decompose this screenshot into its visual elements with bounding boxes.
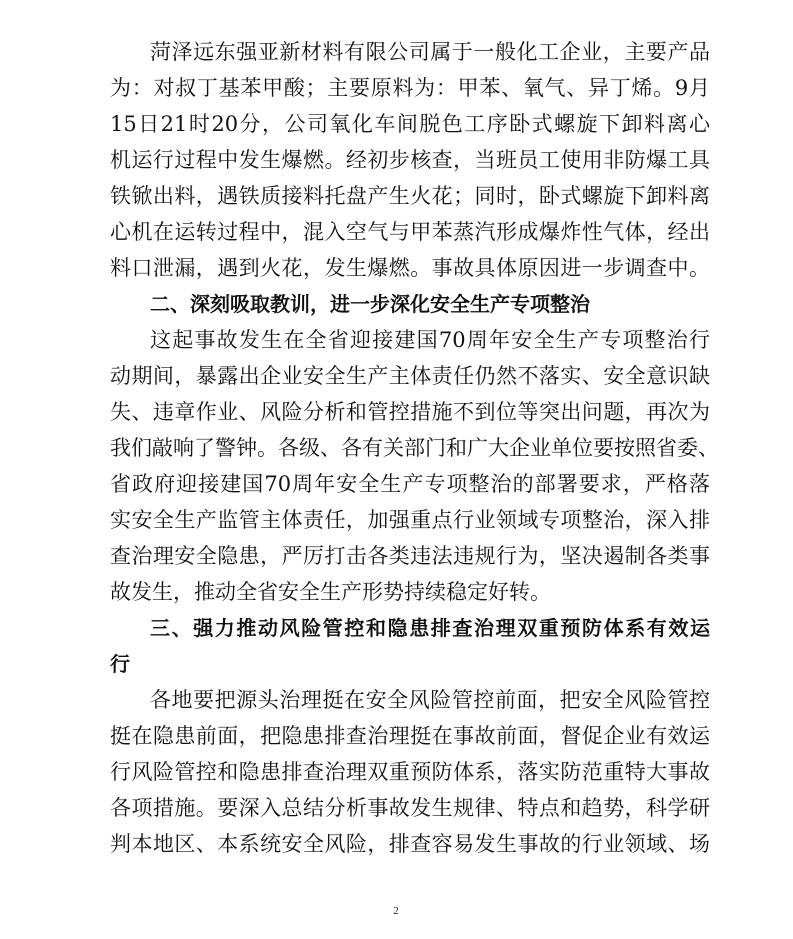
- paragraph-2-line-7: 查治理安全隐患，严厉打击各类违法违规行为，坚决遏制各类事: [110, 544, 710, 568]
- paragraph-1-line-6: 心机在运转过程中，混入空气与甲苯蒸汽形成爆炸性气体，经出: [110, 220, 710, 244]
- section-heading-2: 二、深刻吸取教训，进一步深化安全生产专项整治: [150, 292, 590, 316]
- section-heading-3-line-1: 三、强力推动风险管控和隐患排查治理双重预防体系有效运: [150, 616, 710, 640]
- paragraph-1-line-3: 15日21时20分，公司氧化车间脱色工序卧式螺旋下卸料离心: [110, 112, 710, 136]
- paragraph-3-line-3: 行风险管控和隐患排查治理双重预防体系，落实防范重特大事故: [110, 760, 710, 784]
- paragraph-3-line-1: 各地要把源头治理挺在安全风险管控前面，把安全风险管控: [150, 688, 710, 712]
- paragraph-2-line-1: 这起事故发生在全省迎接建国70周年安全生产专项整治行: [150, 328, 710, 352]
- paragraph-3-line-2: 挺在隐患前面，把隐患排查治理挺在事故前面，督促企业有效运: [110, 724, 710, 748]
- paragraph-3-line-5: 判本地区、本系统安全风险，排查容易发生事故的行业领域、场: [110, 832, 710, 856]
- paragraph-1-line-5: 铁锨出料，遇铁质接料托盘产生火花；同时，卧式螺旋下卸料离: [110, 184, 710, 208]
- paragraph-2-line-4: 我们敲响了警钟。各级、各有关部门和广大企业单位要按照省委、: [110, 436, 719, 460]
- paragraph-1-line-2: 为：对叔丁基苯甲酸；主要原料为：甲苯、氧气、异丁烯。9月: [110, 76, 710, 100]
- paragraph-1-line-1: 菏泽远东强亚新材料有限公司属于一般化工企业，主要产品: [150, 40, 710, 64]
- paragraph-1-line-4: 机运行过程中发生爆燃。经初步核查，当班员工使用非防爆工具: [110, 148, 710, 172]
- paragraph-2-line-2: 动期间，暴露出企业安全生产主体责任仍然不落实、安全意识缺: [110, 364, 710, 388]
- page-number: 2: [393, 905, 399, 917]
- paragraph-2-line-5: 省政府迎接建国70周年安全生产专项整治的部署要求，严格落: [110, 472, 710, 496]
- paragraph-3-line-4: 各项措施。要深入总结分析事故发生规律、特点和趋势，科学研: [110, 796, 710, 820]
- paragraph-2-line-6: 实安全生产监管主体责任，加强重点行业领域专项整治，深入排: [110, 508, 710, 532]
- section-heading-3-line-2: 行: [110, 652, 130, 676]
- paragraph-2-line-8: 故发生，推动全省安全生产形势持续稳定好转。: [110, 580, 551, 604]
- paragraph-2-line-3: 失、违章作业、风险分析和管控措施不到位等突出问题，再次为: [110, 400, 710, 424]
- paragraph-1-line-7: 料口泄漏，遇到火花，发生爆燃。事故具体原因进一步调查中。: [110, 256, 710, 280]
